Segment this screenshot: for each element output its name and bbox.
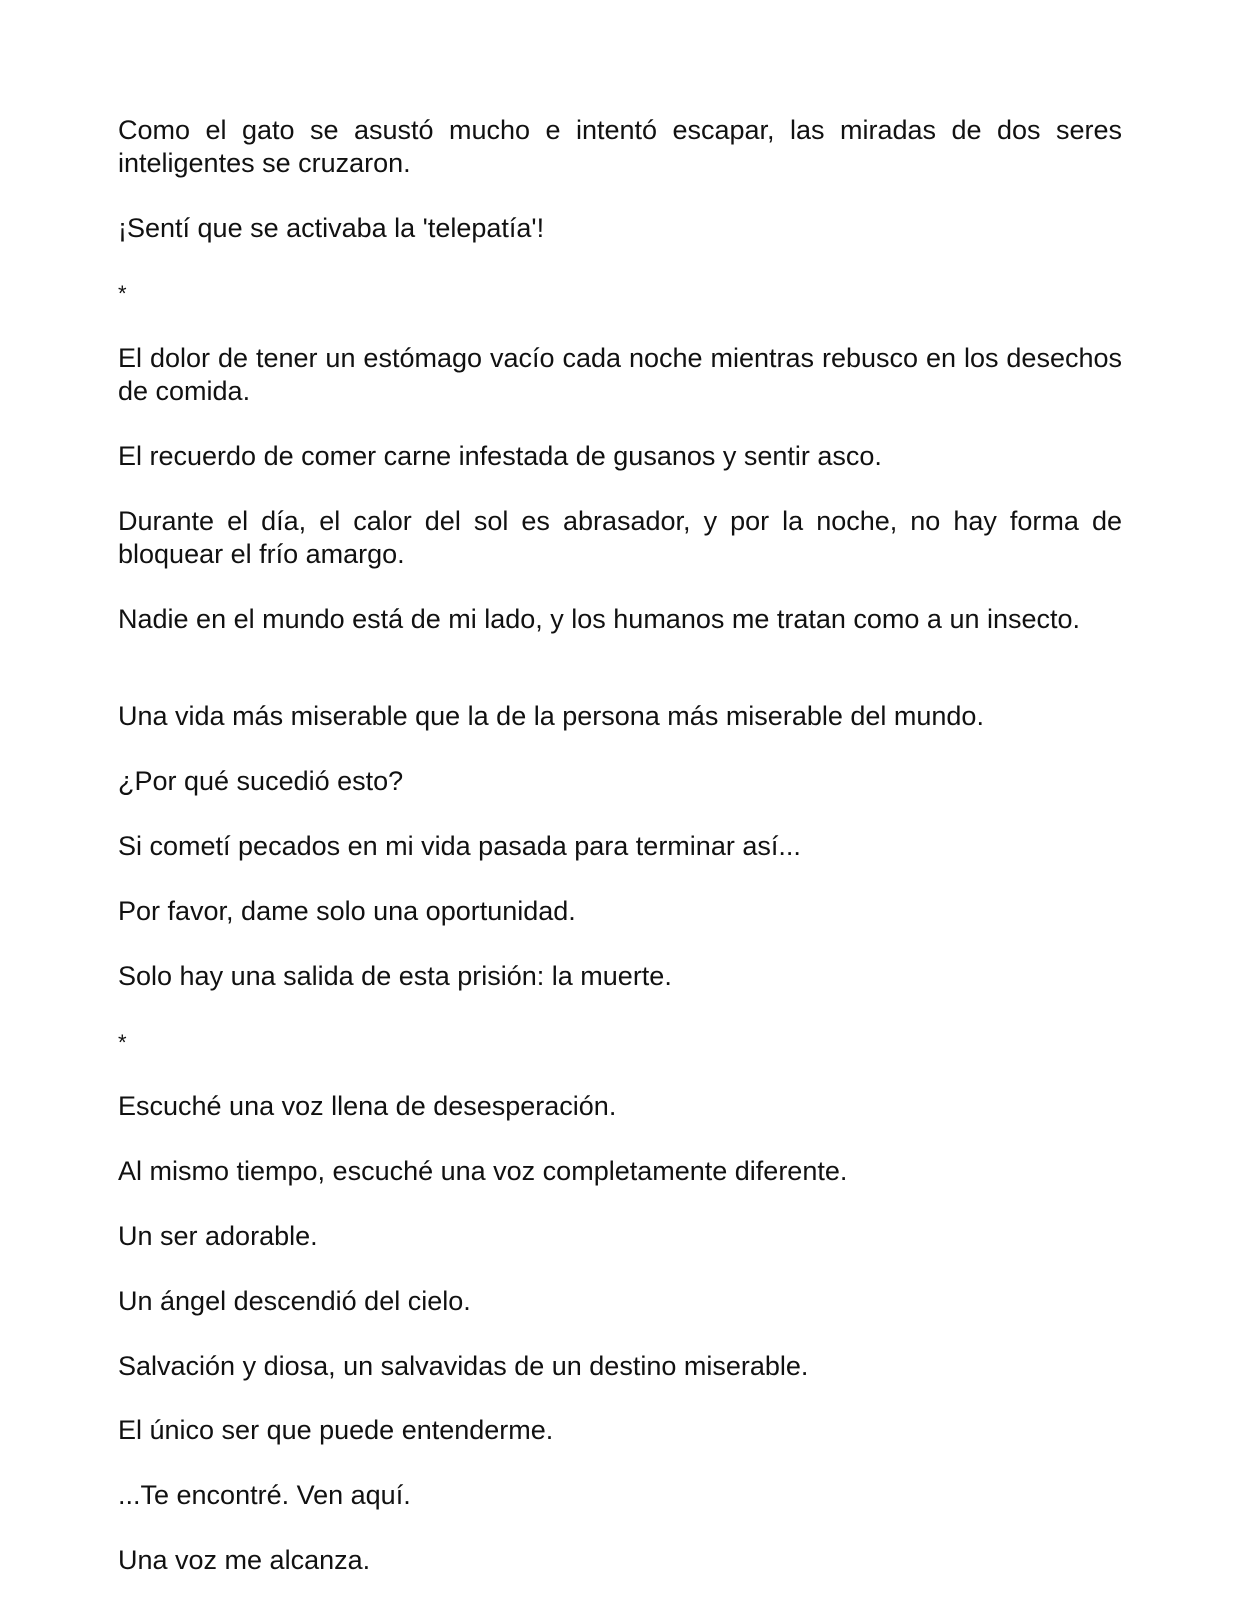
paragraph: Una voz me alcanza. [118,1545,371,1575]
paragraph: Una vida más miserable que la de la persona más miserable del mundo. [118,701,984,731]
paragraph: El dolor de tener un estómago vacío cada noche mientras rebusco en los desechos de comida. [118,343,1122,406]
paragraph: Solo hay una salida de esta prisión: la muerte. [118,961,672,991]
paragraph: Escuché una voz llena de desesperación. [118,1091,617,1121]
paragraph: ¿Por qué sucedió esto? [118,766,404,796]
paragraph: Un ángel descendió del cielo. [118,1286,471,1316]
paragraph: ¡Sentí que se activaba la 'telepatía'! [118,213,545,243]
paragraph: El recuerdo de comer carne infestada de gusanos y sentir asco. [118,441,882,471]
paragraph: ...Te encontré. Ven aquí. [118,1480,411,1510]
section-separator: * [118,281,127,306]
section-separator: * [118,1030,127,1055]
paragraph: Un ser adorable. [118,1221,318,1251]
paragraph: Nadie en el mundo está de mi lado, y los humanos me tratan como a un insecto. [118,604,1081,634]
paragraph: Como el gato se asustó mucho e intentó escapar, las miradas de dos seres inteligentes se cruzaron. [118,115,1122,178]
paragraph: Salvación y diosa, un salvavidas de un destino miserable. [118,1351,809,1381]
paragraph: Durante el día, el calor del sol es abrasador, y por la noche, no hay forma de bloquear el frío amargo. [118,506,1122,569]
paragraph: Si cometí pecados en mi vida pasada para terminar así... [118,831,801,861]
paragraph: El único ser que puede entenderme. [118,1415,554,1445]
paragraph: Al mismo tiempo, escuché una voz completamente diferente. [118,1156,848,1186]
paragraph: Por favor, dame solo una oportunidad. [118,896,576,926]
